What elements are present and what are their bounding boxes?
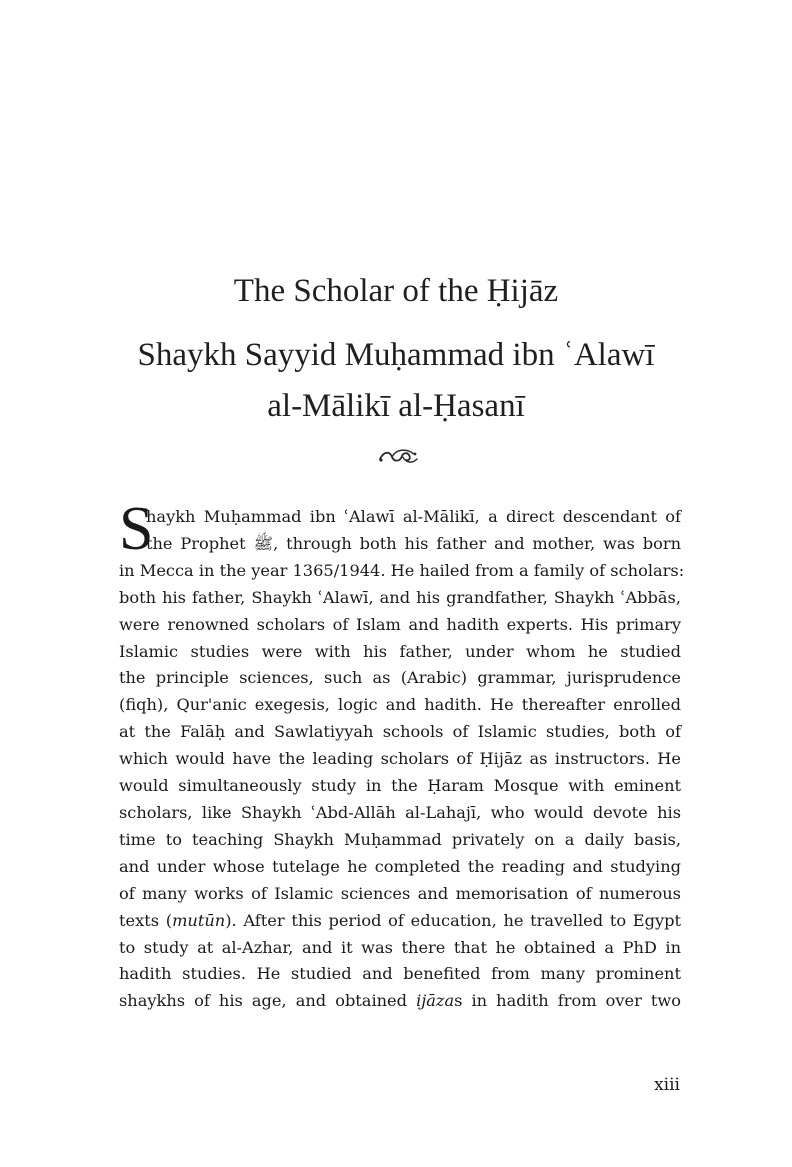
fleuron-ornament-icon [376,445,420,469]
text-line: the Prophet ﷺ, through both his father and mother, was born [146,533,681,553]
text-line: would simultaneously study in the Ḥaram Mosque with eminent [119,776,681,796]
text-line: in Mecca in the year 1365/1944. He hailed from a family of scholars: [119,560,685,580]
text-line: haykh Muḥammad ibn ʿAlawī al-Mālikī, a direct descendant of [146,507,681,526]
italic-term: mutūn [172,910,226,930]
text-line: and under whose tutelage he completed the reading and studying [119,856,681,876]
chapter-title-line-1: The Scholar of the Ḥijāz [233,273,559,309]
text-line: which would have the leading scholars of Ḥijāz as instructors. He [119,749,681,769]
text-line: of many works of Islamic sciences and memorisation of numerous [119,883,681,903]
text-fragment: texts ( [119,910,173,930]
text-line: time to teaching Shaykh Muḥammad privately on a daily basis, [119,829,681,849]
text-line: (fiqh), Qur'anic exegesis, logic and hadith. He thereafter enrolled [119,695,681,715]
text-line [119,908,681,935]
text-line: Islamic studies were with his father, under whom he studied [119,641,681,661]
text-line: were renowned scholars of Islam and hadith experts. His primary [119,614,681,634]
page-number: xiii [654,1075,680,1095]
text-line: scholars, like Shaykh ʿAbd-Allāh al-Lahajī, who would devote his [119,802,681,822]
chapter-title-line-3: al-Mālikī al-Ḥasanī [267,388,525,424]
italic-term: ijāza [416,991,455,1011]
text-fragment: s in hadith from over two [454,991,682,1011]
drop-cap-letter: S [119,495,154,563]
chapter-title-line-2: Shaykh Sayyid Muḥammad ibn ʿAlawī [137,337,655,373]
text-fragment: ). After this period of education, he travelled to Egypt [225,910,681,930]
body-paragraph [119,504,685,1015]
text-line: both his father, Shaykh ʿAlawī, and his grandfather, Shaykh ʿAbbās, [119,587,681,607]
text-line: at the Falāḥ and Sawlatiyyah schools of Islamic studies, both of [119,722,681,742]
text-line: to study at al-Azhar, and it was there that he obtained a PhD in [119,937,681,957]
text-line: the principle sciences, such as (Arabic) grammar, jurisprudence [119,668,681,688]
text-fragment: shaykhs of his age, and obtained [119,991,417,1011]
text-line [119,988,681,1015]
text-line: hadith studies. He studied and benefited from many prominent [119,964,681,984]
